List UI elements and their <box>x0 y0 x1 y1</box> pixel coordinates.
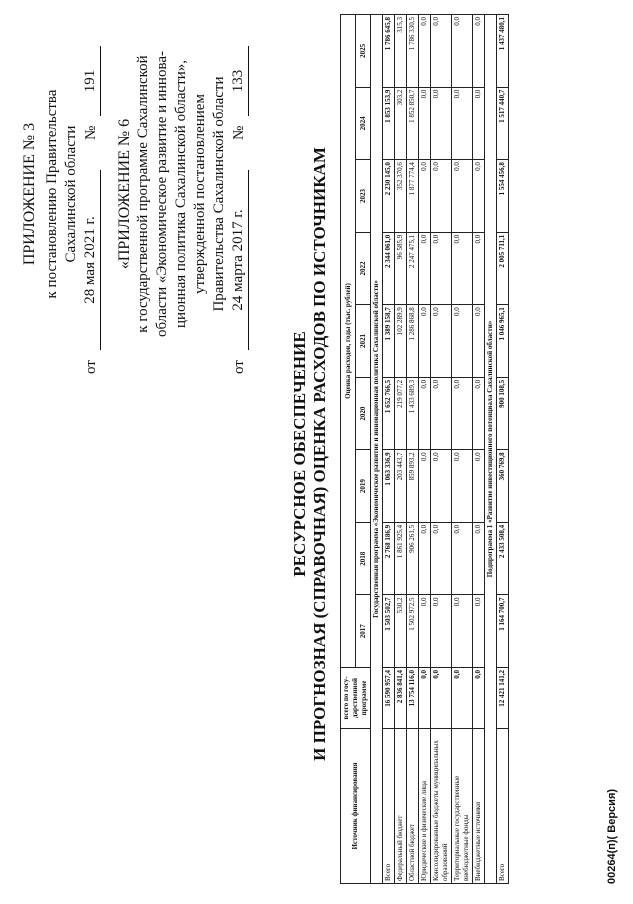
row-value: 1 063 336,9 <box>383 450 395 523</box>
row-value: 0,0 <box>419 15 431 88</box>
row-value: 900 108,5 <box>497 377 509 450</box>
row-value: 0,0 <box>419 160 431 233</box>
appendix6-title: «ПРИЛОЖЕНИЕ № 6 <box>116 118 133 270</box>
table-row <box>407 15 419 884</box>
year-header: 2018 <box>356 522 371 595</box>
row-value: 303,2 <box>395 87 407 160</box>
year-header: 2020 <box>356 377 371 450</box>
program-line-2: области «Экономическое развитие и иннова- <box>154 51 170 338</box>
year-header: 2023 <box>356 160 371 233</box>
region-line: Сахалинской области <box>63 125 79 263</box>
row-value: 0,0 <box>431 522 452 595</box>
row-value: 0,0 <box>419 87 431 160</box>
row-value: 352 370,6 <box>395 160 407 233</box>
row-value: 203 443,7 <box>395 450 407 523</box>
table-row <box>473 15 485 884</box>
row-label: Юридические и физические лица <box>419 729 431 884</box>
row-value: 1 503 502,7 <box>383 595 395 668</box>
row-value: 0,0 <box>419 595 431 668</box>
row-value: 906 261,5 <box>407 522 419 595</box>
row-label: Областной бюджет <box>407 729 419 884</box>
row-value: 360 769,8 <box>497 450 509 523</box>
row-value: 0,0 <box>473 450 485 523</box>
orig-date: 24 марта 2017 г. <box>229 170 249 350</box>
year-header: 2025 <box>356 15 371 88</box>
row-value: 0,0 <box>473 232 485 305</box>
row-total: 0,0 <box>431 668 452 729</box>
row-value: 0,0 <box>452 522 473 595</box>
year-header: 2017 <box>356 595 371 668</box>
row-value: 0,0 <box>473 522 485 595</box>
decree-line: к постановлению Правительства <box>44 89 60 299</box>
row-value: 1 877 774,4 <box>407 160 419 233</box>
row-value: 1 046 965,1 <box>497 305 509 378</box>
row-value: 859 893,2 <box>407 450 419 523</box>
row-value: 1 517 440,7 <box>497 87 509 160</box>
row-value: 0,0 <box>431 595 452 668</box>
row-value: 0,0 <box>452 87 473 160</box>
resources-table <box>340 14 509 884</box>
table-row <box>431 15 452 884</box>
government-line: Правительства Сахалинской области <box>211 76 227 312</box>
row-label: Всего <box>497 729 509 884</box>
row-value: 1 433 689,3 <box>407 377 419 450</box>
row-value: 219 077,2 <box>395 377 407 450</box>
program-line-1: к государственной программе Сахалинской <box>135 55 151 333</box>
row-value: 1 786 330,5 <box>407 15 419 88</box>
row-value: 0,0 <box>419 305 431 378</box>
number-label-2: № <box>231 125 247 140</box>
row-value: 0,0 <box>452 305 473 378</box>
row-value: 2 433 508,4 <box>497 522 509 595</box>
row-value: 1 852 850,7 <box>407 87 419 160</box>
row-value: 0,0 <box>431 377 452 450</box>
program-line-3: ционная политика Сахалинской области», <box>173 60 189 328</box>
row-total: 0,0 <box>419 668 431 729</box>
document-header <box>20 14 249 374</box>
row-value: 96 585,9 <box>395 232 407 305</box>
section-title: Государственная программа «Экономическое развитие и инновационная политика Сахалинской области» <box>371 15 383 884</box>
year-header: 2021 <box>356 305 371 378</box>
row-value: 2 005 711,1 <box>497 232 509 305</box>
approved-line: утвержденной постановлением <box>192 94 208 294</box>
row-value: 1 389 158,7 <box>383 305 395 378</box>
decree-date: 28 мая 2021 г. <box>81 170 101 350</box>
row-total: 12 421 141,2 <box>497 668 509 729</box>
year-header: 2022 <box>356 232 371 305</box>
row-value: 0,0 <box>431 450 452 523</box>
orig-number: 133 <box>229 46 249 116</box>
table-row <box>383 15 395 884</box>
from-label: от <box>83 360 99 374</box>
row-total: 16 590 957,4 <box>383 668 395 729</box>
col-total-header: всего по госу-дарственной программе <box>341 668 371 729</box>
row-label: Всего <box>383 729 395 884</box>
row-value: 315,3 <box>395 15 407 88</box>
row-total: 13 754 116,0 <box>407 668 419 729</box>
row-value: 0,0 <box>452 595 473 668</box>
document-code: 00264(п)( Версия) <box>606 788 618 884</box>
table-row <box>497 15 509 884</box>
row-value: 0,0 <box>452 160 473 233</box>
year-header: 2024 <box>356 87 371 160</box>
row-value: 1 554 456,8 <box>497 160 509 233</box>
row-value: 0,0 <box>473 15 485 88</box>
orig-date-row <box>229 14 249 374</box>
row-value: 1 286 868,8 <box>407 305 419 378</box>
resources-table-wrap <box>340 14 509 884</box>
table-body <box>371 15 509 884</box>
row-total: 0,0 <box>473 668 485 729</box>
section-row <box>485 15 497 884</box>
table-row <box>419 15 431 884</box>
row-value: 1 786 645,8 <box>383 15 395 88</box>
row-value: 0,0 <box>473 377 485 450</box>
section-row <box>371 15 383 884</box>
row-label: Внебюджетные источники <box>473 729 485 884</box>
row-value: 1 853 153,9 <box>383 87 395 160</box>
row-value: 0,0 <box>431 305 452 378</box>
row-value: 2 247 475,1 <box>407 232 419 305</box>
section-title: Подпрограмма 1 «Развитие инвестиционного потенциала Сахалинской области» <box>485 15 497 884</box>
col-estimate-header: Оценка расходов, годы (тыс. рублей) <box>341 15 356 668</box>
row-value: 0,0 <box>431 87 452 160</box>
table-row <box>452 15 473 884</box>
row-value: 102 289,9 <box>395 305 407 378</box>
row-value: 0,0 <box>452 15 473 88</box>
row-total: 0,0 <box>452 668 473 729</box>
row-value: 0,0 <box>452 377 473 450</box>
row-value: 1 652 766,5 <box>383 377 395 450</box>
row-value: 0,0 <box>431 160 452 233</box>
row-value: 2 230 145,0 <box>383 160 395 233</box>
decree-date-row <box>81 14 101 374</box>
table-row <box>395 15 407 884</box>
row-value: 0,0 <box>452 232 473 305</box>
row-value: 0,0 <box>419 377 431 450</box>
row-value: 2 344 061,0 <box>383 232 395 305</box>
document-title <box>290 64 330 844</box>
row-total: 2 836 841,4 <box>395 668 407 729</box>
table-header-row <box>341 15 356 884</box>
decree-number: 191 <box>81 46 101 116</box>
row-value: 0,0 <box>419 450 431 523</box>
row-value: 0,0 <box>473 305 485 378</box>
from-label-2: от <box>231 360 247 374</box>
row-value: 1 164 700,7 <box>497 595 509 668</box>
row-value: 0,0 <box>419 232 431 305</box>
row-label: Консолидированные бюджеты муниципальных образований <box>431 729 452 884</box>
row-value: 0,0 <box>473 87 485 160</box>
row-label: Федеральный бюджет <box>395 729 407 884</box>
row-value: 2 768 186,9 <box>383 522 395 595</box>
col-source-header: Источник финансирования <box>341 729 371 884</box>
appendix-title: ПРИЛОЖЕНИЕ № 3 <box>21 122 38 266</box>
number-label: № <box>83 125 99 140</box>
row-value: 0,0 <box>431 15 452 88</box>
title-line-1: РЕСУРСНОЕ ОБЕСПЕЧЕНИЕ <box>290 331 309 577</box>
row-label: Территориальные государственные внебюджетные фонды <box>452 729 473 884</box>
row-value: 0,0 <box>452 450 473 523</box>
row-value: 1 502 972,5 <box>407 595 419 668</box>
row-value: 530,2 <box>395 595 407 668</box>
row-value: 1 437 480,1 <box>497 15 509 88</box>
row-value: 0,0 <box>473 160 485 233</box>
year-header: 2019 <box>356 450 371 523</box>
row-value: 1 861 925,4 <box>395 522 407 595</box>
row-value: 0,0 <box>419 522 431 595</box>
title-line-2: И ПРОГНОЗНАЯ (СПРАВОЧНАЯ) ОЦЕНКА РАСХОДОВ ПО ИСТОЧНИКАМ <box>310 147 329 761</box>
row-value: 0,0 <box>431 232 452 305</box>
row-value: 0,0 <box>473 595 485 668</box>
